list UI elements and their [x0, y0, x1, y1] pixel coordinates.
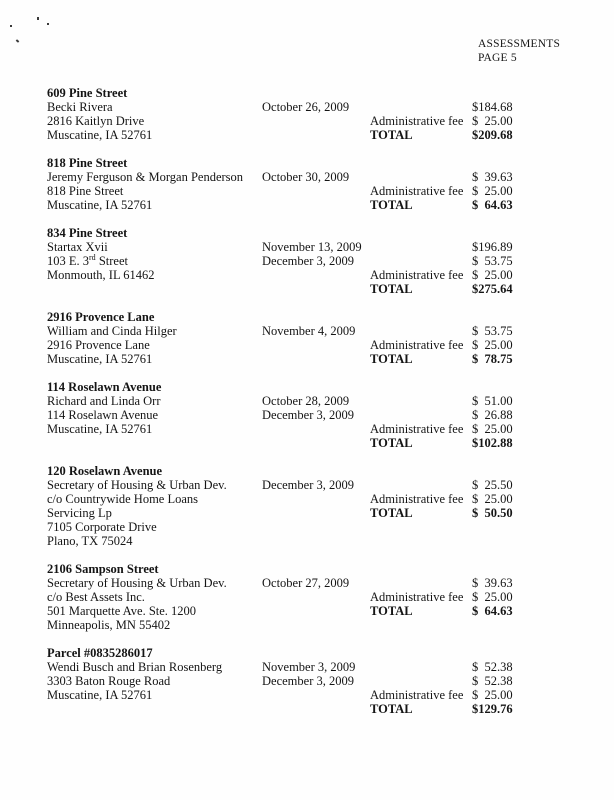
total-label: TOTAL	[370, 282, 413, 296]
address-line: 818 Pine Street	[47, 184, 124, 198]
total-amount: $102.88	[472, 436, 513, 450]
assessment-date	[262, 702, 370, 716]
address-line: Muscatine, IA 52761	[47, 128, 153, 142]
address-line: Secretary of Housing & Urban Dev.	[47, 576, 227, 590]
fee-label	[370, 324, 472, 338]
total-label: TOTAL	[370, 352, 413, 366]
amount	[472, 520, 572, 534]
total-amount: $209.68	[472, 128, 513, 142]
entry-row	[47, 184, 587, 198]
total-amount: $ 64.63	[472, 198, 513, 212]
assessment-date: December 3, 2009	[262, 478, 354, 492]
fee-label	[370, 534, 472, 548]
address-line: 2916 Provence Lane	[47, 338, 150, 352]
address-line: Plano, TX 75024	[47, 534, 133, 548]
fee-label	[370, 478, 472, 492]
entry-row	[47, 520, 587, 534]
assessment-entry	[47, 156, 587, 212]
assessment-entry	[47, 86, 587, 142]
total-label: TOTAL	[370, 128, 413, 142]
page-header	[478, 38, 560, 65]
assessment-entry	[47, 310, 587, 366]
fee-label	[370, 576, 472, 590]
assessment-entry	[47, 380, 587, 450]
amount: $ 25.00	[472, 422, 513, 436]
fee-label	[370, 394, 472, 408]
assessment-date	[262, 268, 370, 282]
entry-row	[47, 240, 587, 254]
address-line	[47, 254, 262, 268]
assessment-date: October 28, 2009	[262, 394, 350, 408]
assessment-date: December 3, 2009	[262, 408, 354, 422]
assessment-date	[262, 198, 370, 212]
header-title: ASSESSMENTS	[478, 38, 561, 50]
amount: $ 52.38	[472, 674, 513, 688]
fee-label	[370, 660, 472, 674]
assessment-entry	[47, 646, 587, 716]
entry-row	[47, 268, 587, 282]
entry-row	[47, 352, 587, 366]
fee-label: Administrative fee	[370, 184, 464, 198]
fee-label	[370, 100, 472, 114]
assessment-date	[262, 534, 370, 548]
assessment-date: November 4, 2009	[262, 324, 356, 338]
amount: $ 53.75	[472, 254, 513, 268]
assessment-date	[262, 590, 370, 604]
fee-label	[370, 674, 472, 688]
entry-row	[47, 422, 587, 436]
assessment-date	[262, 436, 370, 450]
assessment-list	[47, 86, 587, 730]
entry-title: 609 Pine Street	[47, 86, 128, 100]
address-line: Becki Rivera	[47, 100, 113, 114]
amount: $ 25.00	[472, 268, 513, 282]
assessment-date	[262, 184, 370, 198]
address-line: Minneapolis, MN 55402	[47, 618, 171, 632]
assessment-date	[262, 128, 370, 142]
address-line: Muscatine, IA 52761	[47, 352, 153, 366]
fee-label	[370, 170, 472, 184]
assessment-date	[262, 492, 370, 506]
assessment-date	[262, 352, 370, 366]
assessment-date	[262, 338, 370, 352]
address-line-text: Street	[95, 254, 128, 268]
amount: $ 51.00	[472, 394, 513, 408]
assessment-entry	[47, 562, 587, 632]
entry-row	[47, 282, 587, 296]
assessment-date	[262, 618, 370, 632]
total-label: TOTAL	[370, 198, 413, 212]
entry-title: 2916 Provence Lane	[47, 310, 155, 324]
assessment-date	[262, 604, 370, 618]
entry-row	[47, 114, 587, 128]
total-amount: $ 50.50	[472, 506, 513, 520]
address-line: Muscatine, IA 52761	[47, 688, 153, 702]
amount: $ 25.50	[472, 478, 513, 492]
assessment-date: October 30, 2009	[262, 170, 350, 184]
header-page-number: PAGE 5	[478, 51, 517, 64]
ordinal-suffix: rd	[89, 252, 96, 262]
amount: $ 52.38	[472, 660, 513, 674]
entry-row	[47, 408, 587, 422]
fee-label: Administrative fee	[370, 492, 464, 506]
amount: $ 25.00	[472, 184, 513, 198]
address-line-text: 103 E. 3	[47, 254, 90, 268]
address-line: 501 Marquette Ave. Ste. 1200	[47, 604, 197, 618]
total-label: TOTAL	[370, 702, 413, 716]
scan-artifact	[16, 39, 20, 42]
amount: $184.68	[472, 100, 513, 114]
address-line: Startax Xvii	[47, 240, 108, 254]
amount	[472, 618, 572, 632]
fee-label: Administrative fee	[370, 422, 464, 436]
fee-label: Administrative fee	[370, 268, 464, 282]
fee-label: Administrative fee	[370, 688, 464, 702]
entry-title: 114 Roselawn Avenue	[47, 380, 162, 394]
entry-row	[47, 128, 587, 142]
entry-row	[47, 576, 587, 590]
fee-label: Administrative fee	[370, 338, 464, 352]
entry-title: 818 Pine Street	[47, 156, 128, 170]
assessment-date	[262, 688, 370, 702]
entry-row	[47, 688, 587, 702]
amount: $ 53.75	[472, 324, 513, 338]
entry-row	[47, 394, 587, 408]
address-line: 3303 Baton Rouge Road	[47, 674, 171, 688]
total-amount: $ 78.75	[472, 352, 513, 366]
fee-label	[370, 240, 472, 254]
assessment-date	[262, 520, 370, 534]
scan-artifact	[37, 17, 39, 20]
assessment-date: October 27, 2009	[262, 576, 350, 590]
address-line: Richard and Linda Orr	[47, 394, 161, 408]
assessment-entry	[47, 226, 587, 296]
scan-artifact	[47, 23, 49, 25]
scan-artifact	[10, 25, 12, 27]
entry-row	[47, 170, 587, 184]
address-line: c/o Best Assets Inc.	[47, 590, 145, 604]
address-line: 2816 Kaitlyn Drive	[47, 114, 145, 128]
amount: $ 26.88	[472, 408, 513, 422]
assessment-date	[262, 114, 370, 128]
address-line: c/o Countrywide Home Loans	[47, 492, 199, 506]
address-line: 7105 Corporate Drive	[47, 520, 157, 534]
amount: $ 39.63	[472, 170, 513, 184]
total-label: TOTAL	[370, 604, 413, 618]
entry-title: Parcel #0835286017	[47, 646, 153, 660]
address-line: Secretary of Housing & Urban Dev.	[47, 478, 227, 492]
assessment-date: December 3, 2009	[262, 254, 354, 268]
entry-row	[47, 198, 587, 212]
entry-row	[47, 618, 587, 632]
assessment-date: December 3, 2009	[262, 674, 354, 688]
total-amount: $ 64.63	[472, 604, 513, 618]
address-line	[47, 436, 262, 450]
assessment-entry	[47, 464, 587, 548]
address-line: William and Cinda Hilger	[47, 324, 177, 338]
address-line	[47, 702, 262, 716]
address-line: Muscatine, IA 52761	[47, 422, 153, 436]
address-line: Wendi Busch and Brian Rosenberg	[47, 660, 223, 674]
fee-label: Administrative fee	[370, 590, 464, 604]
address-line: Jeremy Ferguson & Morgan Penderson	[47, 170, 244, 184]
address-line: Monmouth, IL 61462	[47, 268, 155, 282]
entry-row	[47, 324, 587, 338]
entry-row	[47, 674, 587, 688]
entry-title: 120 Roselawn Avenue	[47, 464, 163, 478]
fee-label	[370, 618, 472, 632]
fee-label: Administrative fee	[370, 114, 464, 128]
address-line: 114 Roselawn Avenue	[47, 408, 159, 422]
amount: $196.89	[472, 240, 513, 254]
assessment-date: November 13, 2009	[262, 240, 362, 254]
fee-label	[370, 254, 472, 268]
entry-row	[47, 338, 587, 352]
amount	[472, 534, 572, 548]
entry-row	[47, 534, 587, 548]
assessment-date: November 3, 2009	[262, 660, 356, 674]
entry-row	[47, 254, 587, 268]
total-amount: $275.64	[472, 282, 513, 296]
entry-row	[47, 100, 587, 114]
amount: $ 25.00	[472, 590, 513, 604]
assessment-date	[262, 506, 370, 520]
address-line: Muscatine, IA 52761	[47, 198, 153, 212]
address-line: Servicing Lp	[47, 506, 112, 520]
amount: $ 25.00	[472, 492, 513, 506]
entry-row	[47, 436, 587, 450]
entry-row	[47, 478, 587, 492]
entry-row	[47, 492, 587, 506]
entry-title: 834 Pine Street	[47, 226, 128, 240]
amount: $ 25.00	[472, 114, 513, 128]
address-line	[47, 282, 262, 296]
total-amount: $129.76	[472, 702, 513, 716]
amount: $ 39.63	[472, 576, 513, 590]
entry-row	[47, 506, 587, 520]
total-label: TOTAL	[370, 506, 413, 520]
entry-title: 2106 Sampson Street	[47, 562, 159, 576]
entry-row	[47, 590, 587, 604]
fee-label	[370, 408, 472, 422]
entry-row	[47, 604, 587, 618]
amount: $ 25.00	[472, 688, 513, 702]
amount: $ 25.00	[472, 338, 513, 352]
assessment-date: October 26, 2009	[262, 100, 350, 114]
entry-row	[47, 702, 587, 716]
total-label: TOTAL	[370, 436, 413, 450]
fee-label	[370, 520, 472, 534]
assessment-date	[262, 282, 370, 296]
assessment-date	[262, 422, 370, 436]
entry-row	[47, 660, 587, 674]
